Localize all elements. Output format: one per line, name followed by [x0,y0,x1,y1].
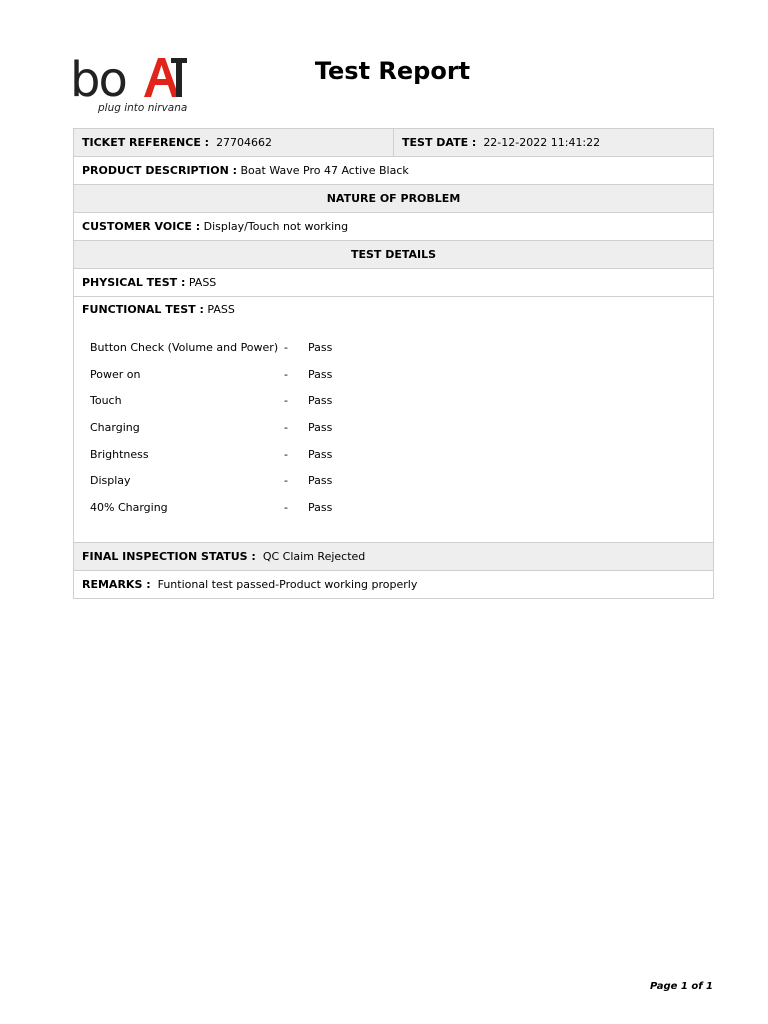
product-description-label: PRODUCT DESCRIPTION : [82,164,237,177]
test-details-heading: TEST DETAILS [74,241,714,269]
test-date-label: TEST DATE : [402,136,477,149]
test-details-heading-row [74,241,714,269]
check-result: Pass [308,474,333,488]
remarks-row [74,571,714,599]
check-separator: - [284,501,288,515]
remarks-value: Funtional test passed-Product working properly [157,578,418,591]
final-inspection-status-value: QC Claim Rejected [262,550,366,563]
check-name: Button Check (Volume and Power) [90,341,279,354]
check-separator: - [284,341,288,354]
customer-voice-value: Display/Touch not working [203,220,349,233]
functional-check-list [90,341,705,528]
final-inspection-status-cell [74,543,714,571]
logo-tagline: plug into nirvana [98,102,188,114]
check-separator: - [284,394,288,408]
nature-heading-row [74,185,714,213]
check-name: Display [90,474,131,488]
customer-voice-label: CUSTOMER VOICE : [82,220,201,233]
physical-test-value: PASS [188,276,217,289]
customer-voice-cell [74,213,714,241]
functional-test-value: PASS [207,303,235,316]
functional-test-cell [74,297,714,543]
ticket-row [74,129,714,157]
functional-test-row [74,297,714,543]
check-separator: - [284,367,288,381]
ticket-reference-cell [74,129,394,157]
final-status-row [74,543,714,571]
check-separator: - [284,447,288,461]
check-item [90,448,705,475]
product-description-cell [74,157,714,185]
check-name: Power on [90,367,141,381]
check-result: Pass [308,447,333,461]
physical-test-label: PHYSICAL TEST : [82,276,186,289]
check-item [90,474,705,501]
check-separator: - [284,474,288,488]
check-name: Brightness [90,447,149,461]
page-number: Page 1 of 1 [650,981,713,992]
functional-test-label: FUNCTIONAL TEST : [82,303,204,316]
page-title: Test Report [314,57,471,85]
check-separator: - [284,421,288,435]
ticket-reference-value: 27704662 [216,136,273,149]
check-item [90,421,705,448]
check-result: Pass [308,394,333,408]
check-result: Pass [308,341,333,354]
customer-voice-row [74,213,714,241]
test-date-cell [394,129,714,157]
report-table [73,128,714,599]
product-row [74,157,714,185]
logo-a-mark [144,58,179,97]
remarks-cell [74,571,714,599]
check-name: Charging [90,421,140,435]
check-name: 40% Charging [90,501,168,515]
check-item [90,394,705,421]
brand-logo [70,50,192,116]
physical-test-row [74,269,714,297]
final-inspection-status-label: FINAL INSPECTION STATUS : [82,550,256,563]
product-description-value: Boat Wave Pro 47 Active Black [240,164,409,177]
check-result: Pass [308,421,333,435]
logo-wordmark: bo [70,52,126,108]
remarks-label: REMARKS : [82,578,151,591]
check-result: Pass [308,367,333,381]
ticket-reference-label: TICKET REFERENCE : [82,136,210,149]
physical-test-cell [74,269,714,297]
test-date-value: 22-12-2022 11:41:22 [483,136,601,149]
check-item [90,368,705,395]
nature-of-problem-heading: NATURE OF PROBLEM [74,185,714,213]
check-name: Touch [90,394,122,408]
check-item [90,501,705,528]
check-result: Pass [308,501,333,515]
check-item [90,341,705,368]
